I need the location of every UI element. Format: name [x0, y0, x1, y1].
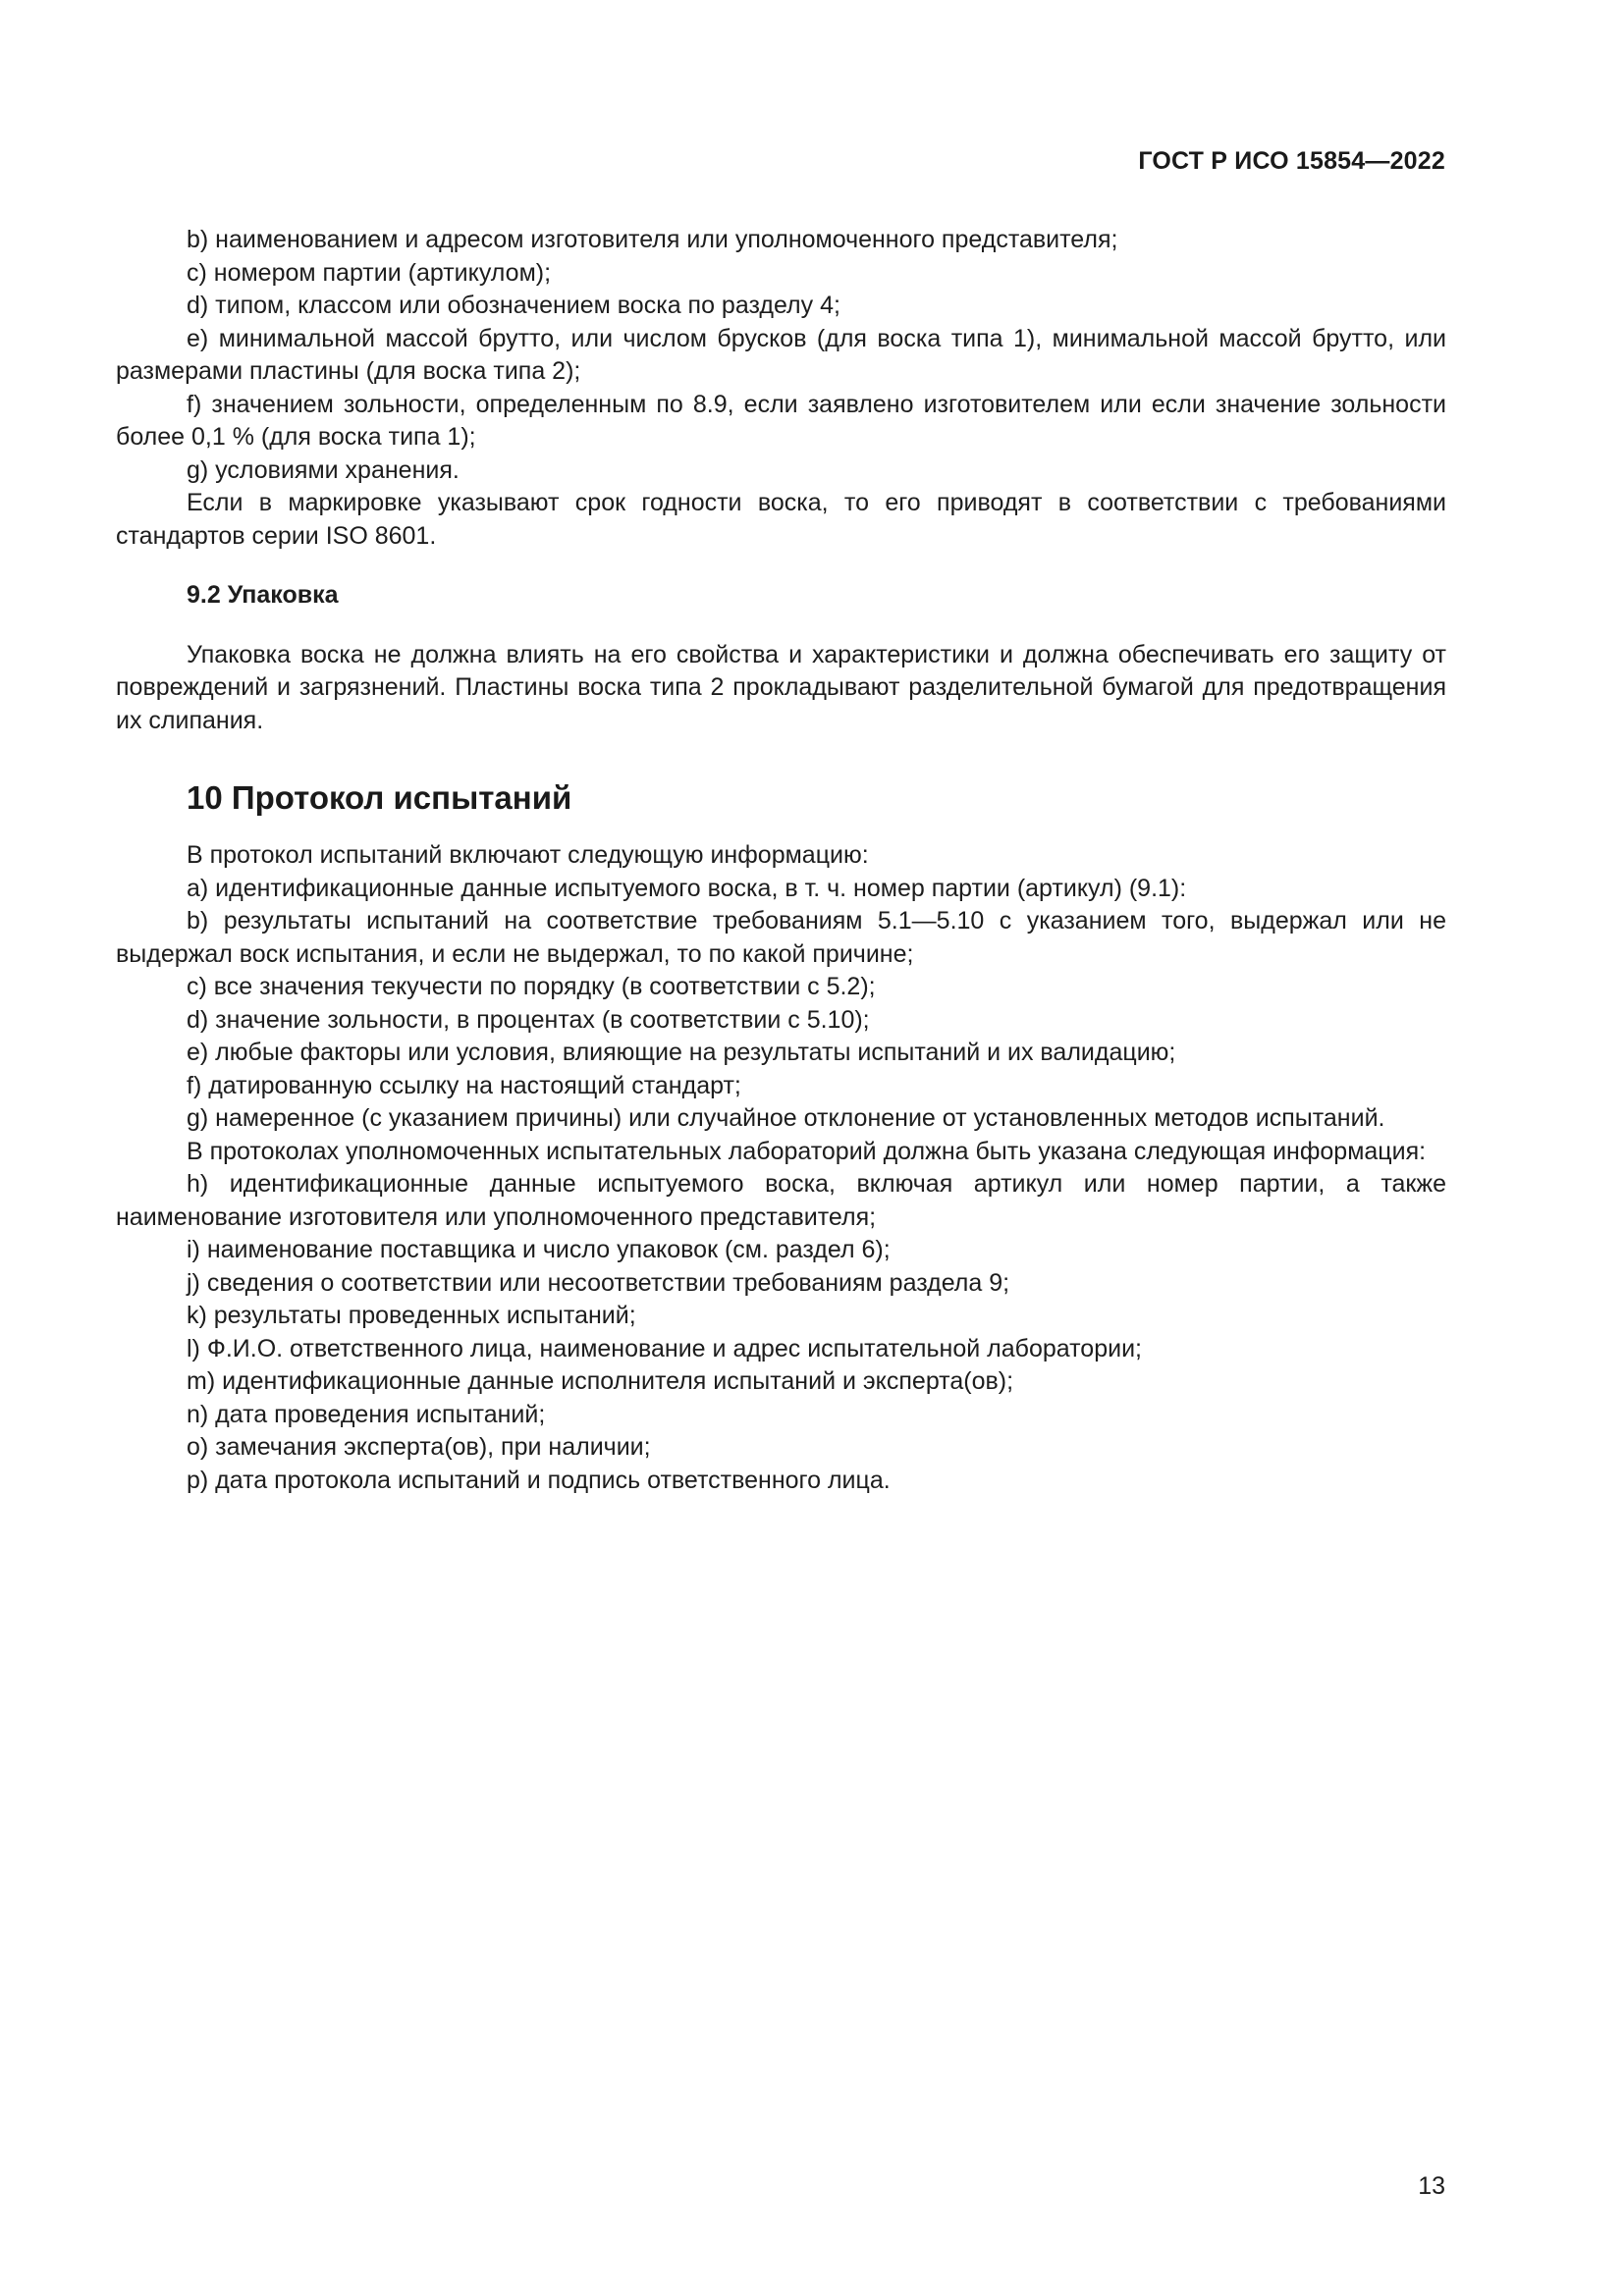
protocol-item-d: d) значение зольности, в процентах (в соответствии с 5.10); — [187, 1005, 870, 1034]
subsection-title-9-2: 9.2 Упаковка — [187, 581, 339, 609]
lab-item-n: n) дата проведения испытаний; — [187, 1400, 546, 1428]
protocol-item-b: b) результаты испытаний на соответствие требованиям 5.1—5.10 с указанием того, выдержал или не выдержал воск испытания, и если не выдержал, то по какой причине; — [116, 907, 1446, 968]
protocol-intro: В протокол испытаний включают следующую информацию: — [187, 841, 869, 869]
page-content — [116, 224, 1446, 1497]
list-item-g: g) условиями хранения. — [187, 455, 460, 484]
lab-protocol-intro: В протоколах уполномоченных испытательных лабораторий должна быть указана следующая информация: — [187, 1137, 1427, 1165]
packaging-paragraph: Упаковка воска не должна влиять на его свойства и характеристики и должна обеспечивать его защиту от повреждений и загрязнений. Пластины воска типа 2 прокладывают разделительной бумагой для предотвращения их слипания. — [116, 640, 1446, 734]
lab-item-i: i) наименование поставщика и число упаковок (см. раздел 6); — [187, 1236, 891, 1263]
protocol-item-f: f) датированную ссылку на настоящий стандарт; — [187, 1071, 741, 1099]
protocol-item-g: g) намеренное (с указанием причины) или случайное отклонение от установленных методов испытаний. — [187, 1104, 1385, 1132]
lab-item-k: k) результаты проведенных испытаний; — [187, 1302, 636, 1329]
lab-item-m: m) идентификационные данные исполнителя испытаний и эксперта(ов); — [187, 1367, 1014, 1395]
lab-item-p: p) дата протокола испытаний и подпись ответственного лица. — [187, 1466, 891, 1494]
protocol-item-c: c) все значения текучести по порядку (в соответствии с 5.2); — [187, 973, 876, 1000]
document-code-header: ГОСТ Р ИСО 15854—2022 — [1138, 147, 1445, 175]
list-item-d: d) типом, классом или обозначением воска по разделу 4; — [187, 292, 840, 319]
list-item-b: b) наименованием и адресом изготовителя или уполномоченного представителя; — [187, 226, 1118, 253]
shelf-life-paragraph: Если в маркировке указывают срок годности воска, то его приводят в соответствии с требованиями стандартов серии ISO 8601. — [116, 489, 1446, 550]
lab-item-l: l) Ф.И.О. ответственного лица, наименование и адрес испытательной лаборатории; — [187, 1334, 1142, 1362]
lab-item-h: h) идентификационные данные испытуемого воска, включая артикул или номер партии, а также наименование изготовителя или уполномоченного представителя; — [116, 1170, 1446, 1231]
lab-item-o: o) замечания эксперта(ов), при наличии; — [187, 1433, 651, 1461]
list-item-c: c) номером партии (артикулом); — [187, 258, 552, 287]
protocol-item-a: a) идентификационные данные испытуемого воска, в т. ч. номер партии (артикул) (9.1): — [187, 874, 1187, 902]
lab-item-j: j) сведения о соответствии или несоответствии требованиям раздела 9; — [187, 1268, 1010, 1297]
section-title-10: 10 Протокол испытаний — [187, 779, 572, 816]
list-item-f: f) значением зольности, определенным по 8.9, если заявлено изготовителем или если значение зольности более 0,1 % (для воска типа 1); — [116, 390, 1446, 451]
page-number: 13 — [1418, 2172, 1445, 2200]
protocol-item-e: e) любые факторы или условия, влияющие на результаты испытаний и их валидацию; — [187, 1039, 1176, 1066]
list-item-e: e) минимальной массой брутто, или числом брусков (для воска типа 1), минимальной массой брутто, или размерами пластины (для воска типа 2); — [116, 324, 1446, 385]
